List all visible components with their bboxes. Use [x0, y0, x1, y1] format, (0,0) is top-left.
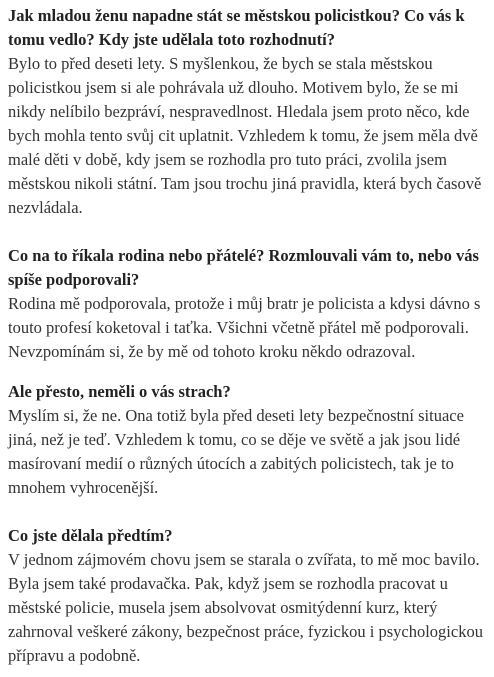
interview-question: Co jste dělala předtím?: [8, 526, 173, 545]
interview-section-3: [8, 380, 486, 500]
section-spacer: [8, 220, 486, 244]
interview-section-2: [8, 244, 486, 364]
section-spacer: [8, 364, 486, 380]
interview-section-4: [8, 524, 486, 668]
interview-question: Jak mladou ženu napadne stát se městskou policistkou? Co vás k tomu vedlo? Kdy jste udělala toto rozhodnutí?: [8, 6, 465, 49]
interview-question: Ale přesto, neměli o vás strach?: [8, 382, 231, 401]
interview-answer: Rodina mě podporovala, protože i můj bratr je policista a kdysi dávno s touto profesí koketoval i taťka. Všichni včetně přátel mě podporovali. Nevzpomínám si, že by mě od tohoto kroku někdo odrazoval.: [8, 294, 481, 361]
interview-answer: Myslím si, že ne. Ona totiž byla před deseti lety bezpečnostní situace jiná, než je teď. Vzhledem k tomu, co se děje ve světě a jak jsou lidé masírovaní medií o různých útocích a zabitých policistech, tak je to mnohem vyhrocenější.: [8, 406, 464, 497]
interview-answer: V jednom zájmovém chovu jsem se starala o zvířata, to mě moc bavilo. Byla jsem také prodavačka. Pak, když jsem se rozhodla pracovat u městské policie, musela jsem absolvovat osmitýdenní kurz, který zahrnoval veškeré zákony, bezpečnost práce, fyzickou i psychologickou přípravu a podobně.: [8, 550, 483, 665]
interview-question: Co na to říkala rodina nebo přátelé? Rozmlouvali vám to, nebo vás spíše podporovali?: [8, 246, 479, 289]
interview-section-1: [8, 4, 486, 220]
section-spacer: [8, 500, 486, 524]
interview-answer: Bylo to před deseti lety. S myšlenkou, že bych se stala městskou policistkou jsem si ale pohrávala už dlouho. Motivem bylo, že se mi nikdy nelíbilo bezpráví, nespravedlnost. Hledala jsem proto něco, kde bych mohla tento svůj cit uplatnit. Vzhledem k tomu, že jsem měla dvě malé děti v době, kdy jsem se rozhodla pro tuto práci, zvolila jsem městskou nikoli státní. Tam jsou trochu jiná pravidla, která bych časově nezvládala.: [8, 54, 482, 217]
